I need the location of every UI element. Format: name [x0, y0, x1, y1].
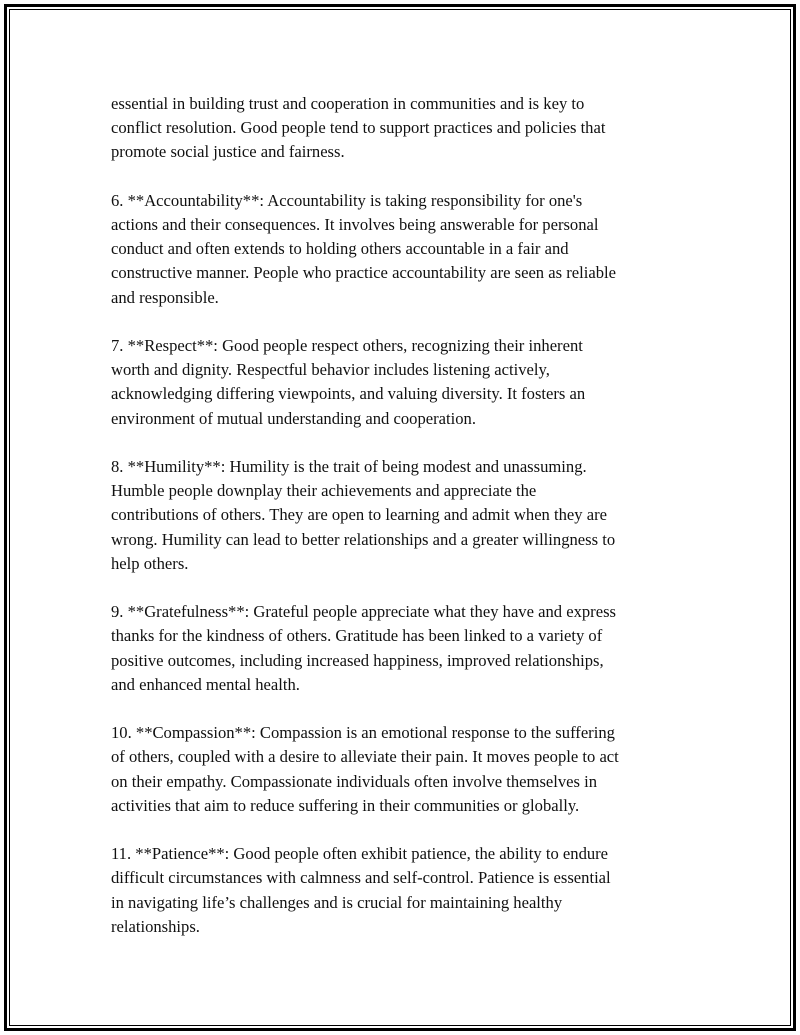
- paragraph-continuation: [111, 92, 711, 165]
- document-body: [111, 92, 711, 963]
- text-line: 6. **Accountability**: Accountability is taking responsibility for one's: [111, 190, 583, 210]
- text-line: 7. **Respect**: Good people respect others, recognizing their inherent: [111, 336, 583, 355]
- text-line: difficult circumstances with calmness and self-control. Patience is essential: [111, 868, 611, 888]
- text-line: wrong. Humility can lead to better relationships and a greater willingness to: [111, 529, 616, 549]
- paragraph-compassion: [111, 721, 711, 818]
- text-line: actions and their consequences. It involves being answerable for personal: [111, 215, 599, 234]
- paragraph-gratefulness: [111, 600, 711, 697]
- text-line: and responsible.: [111, 287, 219, 307]
- text-line: conflict resolution. Good people tend to support practices and policies that: [111, 118, 606, 138]
- paragraph-patience: [111, 842, 711, 939]
- text-line: constructive manner. People who practice accountability are seen as reliable: [111, 263, 616, 283]
- text-line: essential in building trust and cooperation in communities and is key to: [111, 94, 585, 113]
- text-line: acknowledging differing viewpoints, and valuing diversity. It fosters an: [111, 384, 586, 404]
- text-line: positive outcomes, including increased happiness, improved relationships,: [111, 650, 604, 670]
- text-line: help others.: [111, 553, 189, 573]
- paragraph-accountability: [111, 189, 711, 310]
- text-line: 11. **Patience**: Good people often exhibit patience, the ability to endure: [111, 844, 609, 864]
- text-line: environment of mutual understanding and cooperation.: [111, 408, 476, 428]
- text-line: activities that aim to reduce suffering in their communities or globally.: [111, 795, 580, 815]
- text-line: promote social justice and fairness.: [111, 142, 345, 162]
- text-line: and enhanced mental health.: [111, 674, 300, 694]
- text-line: of others, coupled with a desire to alleviate their pain. It moves people to act: [111, 747, 619, 767]
- text-line: 9. **Gratefulness**: Grateful people appreciate what they have and express: [111, 602, 616, 622]
- text-line: on their empathy. Compassionate individuals often involve themselves in: [111, 771, 598, 791]
- paragraph-humility: [111, 455, 711, 576]
- text-line: conduct and often extends to holding others accountable in a fair and: [111, 239, 569, 259]
- text-line: Humble people downplay their achievements and appreciate the: [111, 481, 537, 501]
- text-line: worth and dignity. Respectful behavior includes listening actively,: [111, 360, 550, 380]
- paragraph-respect: [111, 334, 711, 431]
- text-line: contributions of others. They are open to learning and admit when they are: [111, 505, 607, 525]
- text-line: relationships.: [111, 916, 200, 936]
- text-line: thanks for the kindness of others. Gratitude has been linked to a variety of: [111, 626, 603, 646]
- text-line: 10. **Compassion**: Compassion is an emotional response to the suffering: [111, 723, 615, 743]
- text-line: 8. **Humility**: Humility is the trait of being modest and unassuming.: [111, 457, 587, 476]
- text-line: in navigating life’s challenges and is crucial for maintaining healthy: [111, 892, 563, 912]
